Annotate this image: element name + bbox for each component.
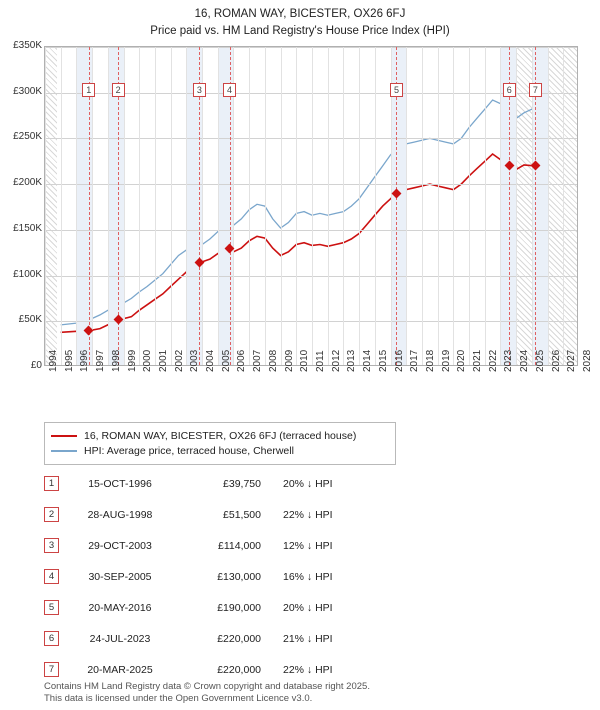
sale-date: 15-OCT-1996 [88,477,152,490]
sale-index-badge: 1 [44,476,59,491]
y-axis-tick: £100K [13,268,42,280]
gridline-vertical [186,47,187,365]
gridline-vertical [249,47,250,365]
gridline-vertical [485,47,486,365]
y-axis-tick: £50K [18,314,42,326]
x-axis-tick: 2010 [299,349,311,372]
x-axis-tick: 2003 [189,349,201,372]
sale-hpi-delta: 16% ↓ HPI [283,570,333,583]
sale-hpi-delta: 12% ↓ HPI [283,539,333,552]
x-axis-tick: 2020 [456,349,468,372]
x-axis-tick: 2011 [315,350,326,372]
table-row [44,592,396,623]
sale-hpi-delta: 20% ↓ HPI [283,601,333,614]
x-axis-tick: 2005 [220,349,232,372]
x-axis-tick: 2014 [362,349,374,372]
sale-date: 30-SEP-2005 [88,570,152,583]
gridline-vertical [438,47,439,365]
gridline-vertical [265,47,266,365]
x-axis-tick: 2002 [173,349,185,372]
sale-price: £51,500 [223,508,261,521]
y-axis-tick: £300K [13,85,42,97]
plot-area [44,46,578,366]
legend-swatch [51,435,77,437]
gridline-vertical [406,47,407,365]
x-axis-tick: 1999 [126,349,138,372]
gridline-vertical [312,47,313,365]
sale-hpi-delta: 21% ↓ HPI [283,632,333,645]
gridline-vertical [500,47,501,365]
sales-table [44,468,396,685]
sale-hpi-delta: 22% ↓ HPI [283,663,333,676]
sale-price: £130,000 [217,570,261,583]
sale-index-badge: 5 [44,600,59,615]
footer-attribution [44,681,584,705]
sale-marker-label: 3 [193,83,206,97]
x-axis-tick: 2001 [157,349,169,372]
page-title [0,6,600,40]
gridline-vertical [516,47,517,365]
footer-line-2: This data is licensed under the Open Government Licence v3.0. [44,693,313,704]
gridline-vertical [359,47,360,365]
x-axis-tick: 2023 [503,349,515,372]
legend-swatch [51,450,77,452]
sale-index-badge: 4 [44,569,59,584]
table-row [44,499,396,530]
x-axis-tick: 2021 [472,349,484,372]
x-axis-tick: 2016 [393,349,405,372]
x-axis-tick: 2009 [283,349,295,372]
sale-price: £39,750 [223,477,261,490]
table-row [44,530,396,561]
y-axis-tick: £0 [30,360,42,371]
sale-hpi-delta: 20% ↓ HPI [283,477,333,490]
sale-date: 20-MAY-2016 [88,601,152,614]
sale-date: 29-OCT-2003 [88,539,152,552]
gridline-vertical [343,47,344,365]
legend-label: 16, ROMAN WAY, BICESTER, OX26 6FJ (terraced house) [84,429,357,442]
x-axis-tick: 2013 [346,349,358,372]
x-axis-tick: 2017 [409,349,421,372]
gridline-vertical [155,47,156,365]
price-history-chart [0,40,600,410]
sale-date: 20-MAR-2025 [87,663,153,676]
y-axis-tick: £350K [13,40,42,51]
sale-index-badge: 3 [44,538,59,553]
x-axis-tick: 1996 [79,349,91,372]
x-axis-tick: 2025 [534,349,546,372]
y-axis-tick: £200K [13,177,42,189]
sale-hpi-delta: 22% ↓ HPI [283,508,333,521]
sale-price: £114,000 [217,539,261,552]
x-axis-tick: 2004 [205,349,217,372]
footer-line-1: Contains HM Land Registry data © Crown copyright and database right 2025. [44,681,370,692]
x-axis-tick: 2012 [330,349,342,372]
sale-date: 28-AUG-1998 [87,508,153,521]
gridline-vertical [469,47,470,365]
sale-marker-label: 2 [112,83,125,97]
legend-item [51,443,389,458]
gridline-vertical [548,47,549,365]
gridline-vertical [139,47,140,365]
title-line-1: 16, ROMAN WAY, BICESTER, OX26 6FJ [194,8,406,20]
sale-price: £190,000 [217,601,261,614]
x-axis-tick: 2007 [252,349,264,372]
sale-price: £220,000 [217,632,261,645]
x-axis-tick: 2028 [582,349,593,372]
sale-marker-label: 4 [223,83,236,97]
table-row [44,468,396,499]
x-axis-tick: 1994 [48,349,59,372]
sale-marker-label: 7 [529,83,542,97]
table-row [44,623,396,654]
x-axis-tick: 2027 [566,349,578,372]
x-axis-tick: 1998 [110,349,122,372]
gridline-vertical [61,47,62,365]
x-axis-tick: 1997 [95,349,107,372]
gridline-vertical [453,47,454,365]
gridline-vertical [422,47,423,365]
gridline-vertical [108,47,109,365]
x-axis-tick: 2024 [519,349,531,372]
x-axis-tick: 2008 [267,349,279,372]
y-axis-tick: £150K [13,222,42,234]
series-line [61,154,536,332]
x-axis-tick: 2006 [236,349,248,372]
x-axis-tick: 2018 [424,349,436,372]
sale-price: £220,000 [217,663,261,676]
title-line-2: Price paid vs. HM Land Registry's House Price Index (HPI) [150,25,450,37]
legend-item [51,428,389,443]
sale-index-badge: 2 [44,507,59,522]
gridline-vertical [45,47,46,365]
sale-index-badge: 6 [44,631,59,646]
table-row [44,561,396,592]
gridline-vertical [218,47,219,365]
gridline-vertical [328,47,329,365]
gridline-vertical [76,47,77,365]
sale-index-badge: 7 [44,662,59,677]
gridline-vertical [171,47,172,365]
x-axis-tick: 2022 [487,349,499,372]
gridline-vertical [296,47,297,365]
legend-label: HPI: Average price, terraced house, Cherwell [84,444,294,457]
x-axis-tick: 2000 [142,349,154,372]
x-axis-tick: 2019 [440,349,452,372]
sale-marker-label: 5 [390,83,403,97]
sale-date: 24-JUL-2023 [89,632,151,645]
gridline-vertical [281,47,282,365]
sale-marker-label: 6 [503,83,516,97]
x-axis-tick: 1995 [63,349,75,372]
series-line [61,100,536,325]
gridline-vertical [375,47,376,365]
x-axis-tick: 2015 [377,349,389,372]
chart-legend [44,422,396,465]
sale-marker-label: 1 [82,83,95,97]
x-axis-tick: 2026 [550,349,562,372]
y-axis-tick: £250K [13,131,42,143]
gridline-vertical [563,47,564,365]
